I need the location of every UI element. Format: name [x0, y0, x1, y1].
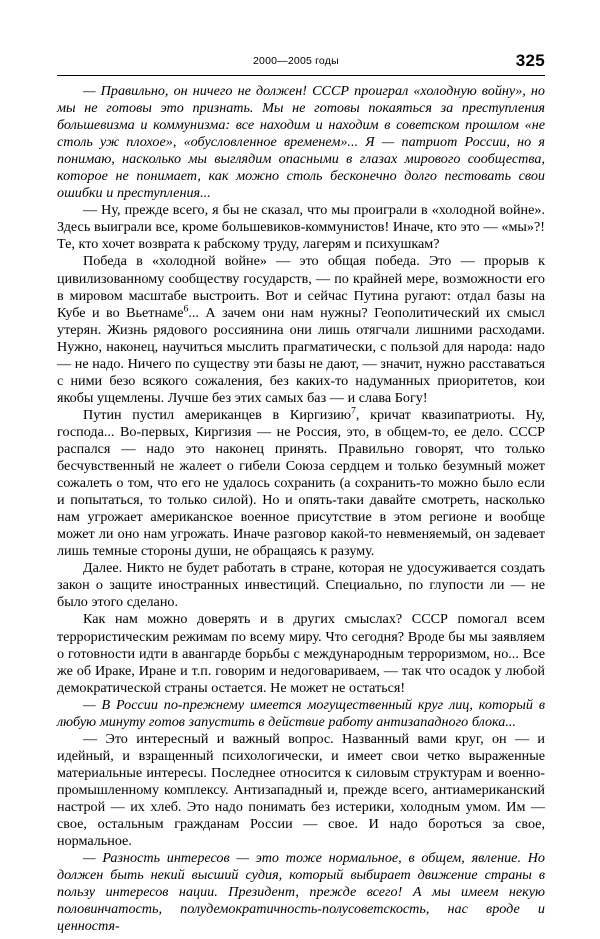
paragraph-text: Далее. Никто не будет работать в стране, которая не удосуживается создать закон о защите иностранных инвестиций. Специально, по глупости ли — не было этого сделано. — [57, 560, 545, 611]
paragraph — [57, 560, 545, 611]
page-number: 325 — [515, 51, 545, 70]
paragraph — [57, 253, 545, 406]
footnote-marker[interactable]: 6 — [183, 302, 189, 314]
paragraph — [57, 697, 545, 731]
paragraph — [57, 731, 545, 850]
paragraph-text-after-footnote: , кричат квазипатриоты. Ну, господа... Во-первых, Киргизия — не Россия, это, в общем-то, ее дело. СССР распался — надо это наконец принять. Правильно говорят, что только бесчувственный не жалеет о гибели Союза сердцем и только безумный может сожалеть о том, что его не удалось сохранить (а сохранить-то можно было если и попытаться, то только силой). Но и опять-таки давайте смотреть, насколько нам угрожает американское военное присутствие в этом регионе и вообще может ли оно нам угрожать. Иначе разговор какой-то невменяемый, он задевает лишь темные стороны души, не обращаясь к разуму. — [57, 406, 545, 560]
paragraph-text: — В России по-прежнему имеется могущественный круг лиц, который в любую минуту готов запустить в действие работу антизападного блока... — [57, 696, 545, 730]
paragraph-text-after-footnote: ... А зачем они нам нужны? Геополитический их смысл утерян. Жизнь рядового россиянина они лишь отягчали лишними расходами. Нужно, наконец, научиться мыслить прагматически, с пользой для народа: надо — не надо. Ничего по существу эти базы не дают, — значит, нужно расставаться с ними безо всякого сожаления, без каких-то надуманных приоритетов, кои якобы ущемлены. Лучше без этих самых баз — и слава Богу! — [57, 304, 545, 406]
paragraph — [57, 611, 545, 696]
text-block — [57, 83, 545, 935]
paragraph — [57, 83, 545, 202]
paragraph-text-before-footnote: Путин пустил американцев в Киргизию — [83, 406, 352, 423]
running-head — [57, 51, 545, 76]
paragraph-text: Как нам можно доверять и в других смыслах? СССР помогал всем террористическим режимам по всему миру. Что сегодня? Вроде бы мы заявляем о готовности идти в авангарде борьбы с международным терроризмом, но... Все же об Ираке, Иране и т.п. говорим и недоговариваем, — так что осадок у любой демократической страны остается. Не может не остаться! — [57, 611, 545, 696]
paragraph-text: — Это интересный и важный вопрос. Названный вами круг, он — и идейный, и взращенный психологически, и имеет свои четко выраженные материальные интересы. Последнее относится к силовым структурам и военно-промышленному комплексу. Антизападный и, прежде всего, антиамериканский настрой — их хлеб. Это надо понимать без истерики, холодным умом. Им — свое, остальным гражданам России — свое. И надо бороться за свое, нормальное. — [57, 730, 545, 850]
running-head-inner — [57, 51, 545, 75]
running-head-title: 2000—2005 годы — [253, 55, 339, 67]
paragraph-text: — Ну, прежде всего, я бы не сказал, что мы проиграли в «холодной войне». Здесь выиграли все, кроме большевиков-коммунистов! Иначе, кто это — «мы»?! Те, кто хочет возврата к рабскому труду, лагерям и психушкам? — [57, 202, 545, 253]
paragraph — [57, 407, 545, 560]
footnote-marker[interactable]: 7 — [351, 405, 356, 417]
paragraph-text: — Разность интересов — это тоже нормальное, в общем, явление. Но должен быть некий высший судия, который выбирает движение страны в пользу интересов нации. Президент, прежде всего! А мы имеем некую половинчатость, полудемократичность-полусоветскость, нас вроде и ценностя- — [57, 850, 545, 935]
paragraph — [57, 202, 545, 253]
paragraph — [57, 850, 545, 935]
paragraph-text: — Правильно, он ничего не должен! СССР проиграл «холодную войну», но мы не готовы это признать. Мы не готовы покаяться за преступления большевизма и коммунизма: все находим и находим в советском прошлом «не столь уж плохое», «обусловленное временем»... Я — патриот России, но я понимаю, насколько мы выглядим опасными в глазах мирового сообщества, которое не понимает, как можно столь бесконечно долго пестовать свои ошибки и преступления... — [57, 83, 545, 202]
paragraph-text-before-footnote: Победа в «холодной войне» — это общая победа. Это — прорыв к цивилизованному сообществу государств, — по крайней мере, возможности его в мировом масштабе выстроить. Вот и сейчас Путина ругают: отдал базы на Кубе и во Вьетнаме — [57, 253, 545, 321]
